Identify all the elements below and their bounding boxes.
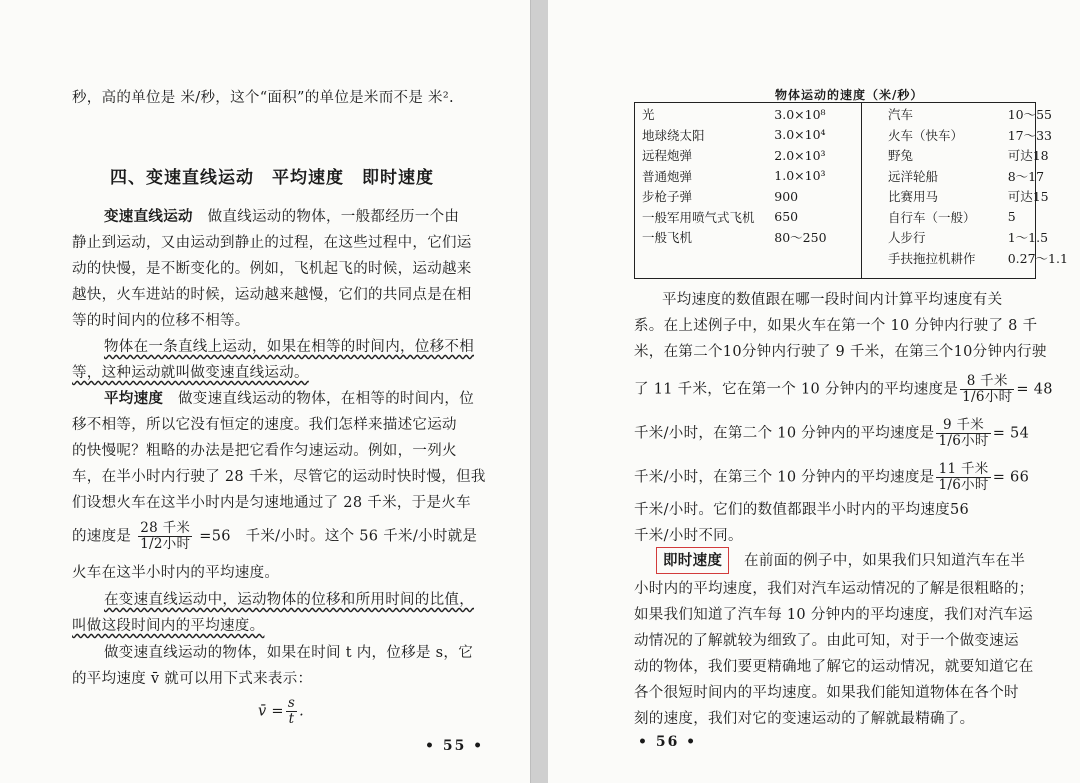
table-row <box>636 166 1080 187</box>
table-cell-object: 手扶拖拉机耕作 <box>887 250 976 266</box>
table-cell-speed: 3.0×10⁴ <box>774 127 826 143</box>
table-cell-speed: 80～250 <box>774 230 827 246</box>
p1-line-1: 静止到运动，又由运动到静止的过程，在这些过程中，它们运 <box>72 235 472 251</box>
left-top-line: 秒，高的单位是 米/秒，这个“面积”的单位是米而不是 米². <box>72 90 454 106</box>
table-cell-speed: 17～33 <box>1007 127 1052 143</box>
p2-end: 火车在这半小时内的平均速度。 <box>72 565 280 581</box>
speed-equation: 的速度是 $\frac{\text{28 千米}}{\text{1/2小时}}$ =56 千米/小时。这个 56 千米/小时就是 <box>72 520 478 552</box>
rp2-line-5: 各个很短时间内的平均速度。如果我们能知道物体在各个时 <box>634 685 1019 701</box>
speed-fraction: $\frac{\text{28 千米}}{\text{1/2小时}}$ <box>140 520 191 552</box>
p1-line-3: 越快，火车进站的时候，运动越来越慢，它们的共同点是在相 <box>72 287 472 303</box>
table-row <box>636 125 1080 146</box>
definition-2-line-1: 叫做这段时间内的平均速度。 <box>72 618 265 634</box>
p1-line-0: 变速直线运动 做直线运动的物体，一般都经历一个由 <box>104 208 460 225</box>
definition-2-line-0: 在变速直线运动中，运动物体的位移和所用时间的比值， <box>104 592 474 608</box>
table-cell-speed: 650 <box>774 209 799 225</box>
p2-line-3: 车，在半小时内行驶了 28 千米，尽管它的运动时快时慢，但我 <box>72 469 486 485</box>
p2-line-2: 的快慢呢？粗略的办法是把它看作匀速运动。例如，一列火 <box>72 443 457 459</box>
rp2-line-3: 动情况的了解就较为细致了。由此可知，对于一个做变速运 <box>634 633 1019 649</box>
p2-line-0: 平均速度 做变速直线运动的物体，在相等的时间内，位 <box>104 390 475 407</box>
table-cell-object: 火车（快车） <box>887 127 963 143</box>
p3-line-1: 的平均速度 v̄ 就可以用下式来表示： <box>72 671 313 687</box>
table-cell-object: 一般飞机 <box>642 230 693 246</box>
table-cell-object: 汽车 <box>887 107 913 123</box>
term-instant-speed-highlight: 即时速度 <box>656 547 729 574</box>
table-cell-speed: 900 <box>774 188 799 204</box>
table-cell-object: 自行车（一般） <box>887 209 976 225</box>
equation-1: 了 11 千米，它在第一个 10 分钟内的平均速度是 $\frac{\text{8 千米}}{\text{1/6小时}}$ = 48 <box>634 373 1053 405</box>
equation-2: 千米/小时，在第二个 10 分钟内的平均速度是 $\frac{\text{9 千米}}{\text{1/6小时}}$ = 54 <box>634 417 1030 449</box>
table-cell-speed: 2.0×10³ <box>774 147 826 163</box>
table-cell-speed <box>768 248 868 269</box>
definition-1-line-0: 物体在一条直线上运动，如果在相等的时间内，位移不相 <box>104 339 474 355</box>
rp2-line-2: 如果我们知道了汽车每 10 分钟内的平均速度，我们对汽车运 <box>634 607 1033 623</box>
table-cell-object: 一般军用喷气式飞机 <box>642 209 755 225</box>
table-cell-object: 步枪子弹 <box>642 189 693 205</box>
left-page <box>0 0 530 783</box>
table-cell-speed: 5 <box>1007 209 1016 225</box>
table-title: 物体运动的速度（米/秒） <box>775 88 924 102</box>
table-cell-object: 远程炮弹 <box>642 148 693 164</box>
table-cell-speed: 可达15 <box>1007 189 1049 205</box>
rp2-line-1: 小时内的平均速度，我们对汽车运动情况的了解是很粗略的； <box>634 581 1034 597</box>
table-row <box>636 186 1080 207</box>
table-cell-object: 地球绕太阳 <box>642 127 705 143</box>
definition-1-line-1: 等，这种运动就叫做变速直线运动。 <box>72 365 309 381</box>
table-row <box>636 145 1080 166</box>
rp2-line-0: 即时速度 在前面的例子中，如果我们只知道汽车在半 <box>656 551 1025 571</box>
table-cell-speed: 8～17 <box>1007 168 1045 184</box>
rp2-line-4: 动的物体，我们要更精确地了解它的运动情况，就要知道它在 <box>634 659 1034 675</box>
p2-line-4: 们设想火车在这半小时内是匀速地通过了 28 千米，于是火车 <box>72 495 471 511</box>
table-row <box>636 104 1080 125</box>
table-cell-object: 野兔 <box>887 148 913 164</box>
table-cell-object: 普通炮弹 <box>642 168 693 184</box>
table-cell-object: 远洋轮船 <box>887 168 938 184</box>
term-average-speed: 平均速度 <box>104 390 164 407</box>
rp1-line-1: 系。在上述例子中，如果火车在第一个 10 分钟内行驶了 8 千 <box>634 318 1038 334</box>
table-cell-speed: 0.27～1.1 <box>1007 250 1068 266</box>
table-row <box>636 227 1080 248</box>
page-number-56: • 56 • <box>638 734 698 750</box>
table-cell-speed: 可达18 <box>1007 148 1049 164</box>
rp1-line-0: 平均速度的数值跟在哪一段时间内计算平均速度有关 <box>662 292 1003 308</box>
table-cell-object: 比赛用马 <box>887 189 938 205</box>
page-gutter <box>530 0 550 783</box>
term-variable-motion: 变速直线运动 <box>104 208 193 225</box>
rp1-end-1: 千米/小时不同。 <box>634 528 743 544</box>
speed-table <box>636 104 1080 268</box>
table-cell-object <box>636 248 768 269</box>
table-row <box>636 207 1080 228</box>
table-cell-speed: 3.0×10⁸ <box>774 106 826 122</box>
table-cell-speed: 10～55 <box>1007 107 1052 123</box>
table-cell-speed: 1.0×10³ <box>774 168 826 184</box>
table-cell-object: 人步行 <box>887 230 926 246</box>
table-cell-object: 光 <box>642 107 655 123</box>
section-heading: 四、变速直线运动 平均速度 即时速度 <box>110 168 434 188</box>
p1-line-4: 等的时间内的位移不相等。 <box>72 313 250 329</box>
p3-line-0: 做变速直线运动的物体，如果在时间 t 内，位移是 s，它 <box>104 645 473 661</box>
rp2-line-6: 刻的速度，我们对它的变速运动的了解就最精确了。 <box>634 711 975 727</box>
average-speed-formula: v̄ = $\frac{s}{t}$ . <box>258 695 305 727</box>
rp1-line-2: 米，在第二个10分钟内行驶了 9 千米，在第三个10分钟内行驶 <box>634 344 1047 360</box>
p1-line-2: 动的快慢，是不断变化的。例如，飞机起飞的时候，运动越来 <box>72 261 472 277</box>
right-page <box>548 0 1080 783</box>
rp1-end-0: 千米/小时。它们的数值都跟半小时内的平均速度56 <box>634 502 970 518</box>
p2-line-1: 移不相等，所以它没有恒定的速度。我们怎样来描述它运动 <box>72 417 457 433</box>
table-cell-speed: 1～1.5 <box>1007 230 1049 246</box>
equation-3: 千米/小时，在第三个 10 分钟内的平均速度是 $\frac{\text{11 千米}}{\text{1/6小时}}$ = 66 <box>634 461 1030 493</box>
table-row <box>636 248 1080 269</box>
page-number-55: • 55 • <box>425 738 485 754</box>
